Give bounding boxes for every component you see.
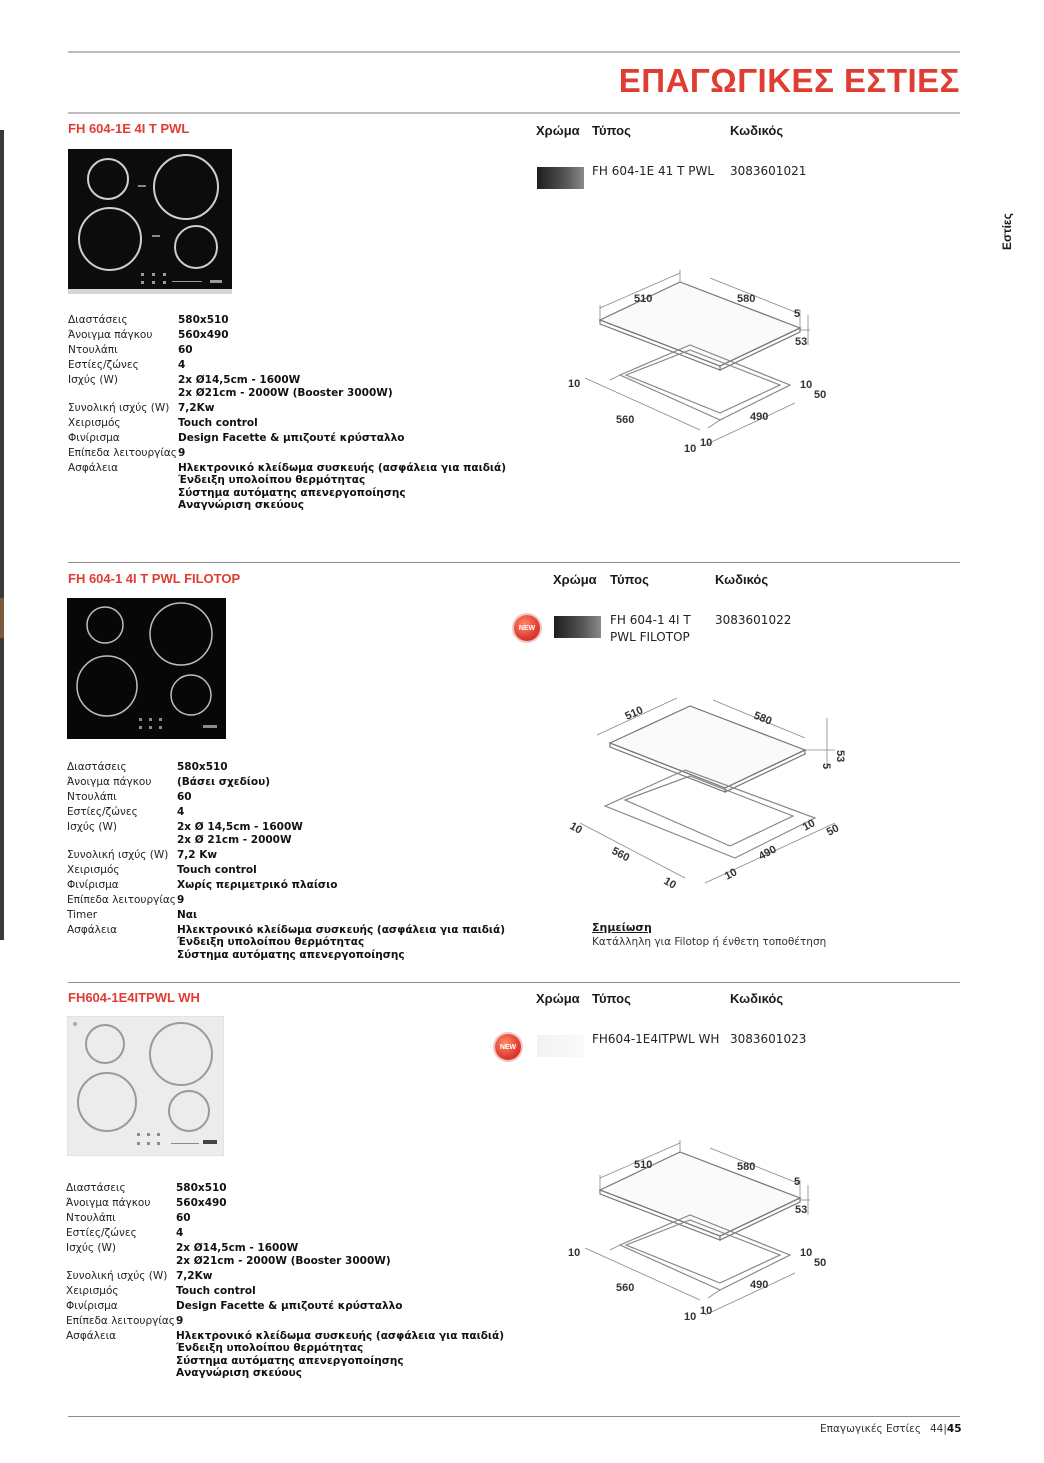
- spec-label: Φινίρισμα: [68, 431, 120, 444]
- spec-value: 580x510: [178, 314, 229, 326]
- top-rule: [68, 51, 960, 53]
- spec-label: Συνολική ισχύς (W): [66, 1269, 168, 1282]
- footer-rule: [68, 1416, 960, 1417]
- dim-label: 10: [700, 437, 713, 449]
- spec-row: [67, 923, 527, 963]
- spec-value: 7,2Kw: [176, 1269, 213, 1282]
- spec-row: [68, 313, 528, 328]
- spec-label: Ντουλάπι: [67, 791, 117, 803]
- spec-row: [67, 805, 527, 820]
- page-numbers: 44|45: [930, 1423, 962, 1435]
- spec-value: Χωρίς περιμετρικό πλαίσιο: [177, 878, 338, 891]
- spec-row: [68, 416, 528, 431]
- column-header-color: Χρώμα: [553, 572, 597, 587]
- dim-label: 560: [609, 845, 632, 865]
- product-name: FH604-1E4ITPWL WH: [68, 990, 200, 1005]
- spec-value: 9: [177, 893, 185, 906]
- spec-value: 60: [176, 1212, 191, 1224]
- spec-row: [66, 1269, 526, 1284]
- spec-label: Επίπεδα λειτουργίας: [66, 1314, 175, 1327]
- dim-label: 10: [684, 443, 697, 455]
- spec-value: 560x490: [176, 1197, 227, 1209]
- page-number-left: 44: [930, 1423, 944, 1435]
- color-swatch-white: [537, 1035, 584, 1057]
- spec-label: Ασφάλεια: [68, 461, 119, 474]
- spec-row: [68, 373, 528, 401]
- product-code: 3083601022: [715, 613, 792, 627]
- spec-value: Design Facette & μπιζουτέ κρύσταλλο: [176, 1299, 403, 1312]
- column-header-code: Κωδικός: [715, 572, 769, 587]
- dim-label: 5: [794, 1176, 801, 1188]
- installation-diagram: [560, 1140, 830, 1330]
- column-header-type: Τύπος: [592, 991, 631, 1006]
- dim-label: 510: [623, 704, 645, 723]
- spec-table: [68, 313, 528, 513]
- dim-label: 10: [567, 820, 585, 837]
- dim-label: 510: [634, 1159, 653, 1171]
- spec-label: Ισχύς (W): [68, 374, 118, 386]
- spec-label: Διαστάσεις: [66, 1182, 126, 1194]
- column-header-code: Κωδικός: [730, 123, 784, 138]
- page-edge-accent: [0, 598, 4, 638]
- spec-label: Διαστάσεις: [68, 314, 128, 326]
- spec-row: [67, 820, 527, 848]
- spec-value: 60: [178, 344, 193, 356]
- spec-label: Ισχύς (W): [67, 821, 117, 833]
- dim-label: 10: [700, 1305, 713, 1317]
- spec-value: 4: [176, 1227, 184, 1239]
- color-swatch-dark: [537, 167, 584, 189]
- footer-section-name: Επαγωγικές Εστίες: [820, 1423, 922, 1435]
- spec-label: Διαστάσεις: [67, 761, 127, 773]
- product-type: FH604-1E4ITPWL WH: [592, 1032, 720, 1046]
- column-header-type: Τύπος: [610, 572, 649, 587]
- spec-row: [68, 401, 528, 416]
- spec-label: Εστίες/ζώνες: [67, 806, 138, 818]
- dim-label: 50: [814, 389, 827, 401]
- dim-label: 560: [616, 1282, 635, 1294]
- product-name: FH 604-1E 4I T PWL: [68, 121, 190, 136]
- spec-value: 2x Ø 14,5cm - 1600W 2x Ø 21cm - 2000W: [177, 821, 303, 846]
- spec-value: Touch control: [176, 1284, 256, 1297]
- spec-row: [67, 775, 527, 790]
- spec-value: 9: [176, 1314, 184, 1327]
- page-number-right: 45: [946, 1423, 962, 1435]
- dim-label: 5: [794, 308, 801, 320]
- spec-value: 580x510: [177, 761, 228, 773]
- spec-row: [66, 1196, 526, 1211]
- dim-label: 10: [722, 866, 740, 883]
- spec-row: [67, 878, 527, 893]
- column-header-code: Κωδικός: [730, 991, 784, 1006]
- spec-label: Ασφάλεια: [66, 1329, 117, 1342]
- spec-value: 4: [177, 806, 185, 818]
- spec-row: [68, 328, 528, 343]
- dim-label: 50: [824, 822, 842, 839]
- dim-label: 50: [814, 1257, 827, 1269]
- spec-row: [66, 1284, 526, 1299]
- spec-row: [67, 908, 527, 923]
- spec-value: 2x Ø14,5cm - 1600W 2x Ø21cm - 2000W (Booster 3000W): [176, 1242, 391, 1267]
- dim-label: 10: [568, 378, 581, 390]
- spec-row: [68, 343, 528, 358]
- dim-label: 53: [795, 336, 808, 348]
- spec-value: Touch control: [178, 416, 258, 429]
- spec-label: Ασφάλεια: [67, 923, 118, 936]
- spec-label: Εστίες/ζώνες: [68, 359, 139, 371]
- spec-row: [68, 446, 528, 461]
- spec-label: Χειρισμός: [68, 416, 121, 429]
- spec-label: Επίπεδα λειτουργίας: [67, 893, 176, 906]
- dim-label: 10: [800, 379, 813, 391]
- spec-label: Φινίρισμα: [67, 878, 119, 891]
- spec-label: Εστίες/ζώνες: [66, 1227, 137, 1239]
- column-header-color: Χρώμα: [536, 123, 580, 138]
- spec-row: [68, 431, 528, 446]
- spec-label: Φινίρισμα: [66, 1299, 118, 1312]
- spec-value: Design Facette & μπιζουτέ κρύσταλλο: [178, 431, 405, 444]
- dim-label: 10: [800, 1247, 813, 1259]
- product-name: FH 604-1 4I T PWL FILOTOP: [68, 571, 241, 586]
- spec-value: (Βάσει σχεδίου): [177, 776, 270, 788]
- spec-label: Επίπεδα λειτουργίας: [68, 446, 177, 459]
- dim-label: 53: [834, 750, 846, 763]
- installation-diagram: [560, 270, 830, 460]
- spec-row: [68, 358, 528, 373]
- product-code: 3083601023: [730, 1032, 807, 1046]
- hob-image-filotop: [67, 598, 226, 739]
- spec-row: [66, 1211, 526, 1226]
- spec-value: Ναι: [177, 908, 198, 921]
- dim-label: 10: [568, 1247, 581, 1259]
- spec-value: 9: [178, 446, 186, 459]
- spec-row: [67, 863, 527, 878]
- installation-diagram: [565, 688, 855, 893]
- spec-value: 60: [177, 791, 192, 803]
- page-edge-bar: [0, 130, 4, 940]
- spec-row: [66, 1241, 526, 1269]
- dim-label: 10: [661, 875, 679, 892]
- spec-table: [67, 760, 527, 963]
- spec-label: Άνοιγμα πάγκου: [67, 776, 152, 788]
- dim-label: 490: [756, 843, 779, 863]
- title-rule: [68, 112, 960, 114]
- dim-label: 580: [751, 709, 774, 728]
- dim-label: 5: [820, 763, 832, 770]
- spec-value: 4: [178, 359, 186, 371]
- hob-image-white: [67, 1016, 224, 1156]
- spec-table: [66, 1181, 526, 1381]
- dim-label: 580: [737, 1161, 756, 1173]
- section-rule: [68, 562, 960, 563]
- column-header-color: Χρώμα: [536, 991, 580, 1006]
- spec-row: [66, 1226, 526, 1241]
- spec-label: Άνοιγμα πάγκου: [68, 329, 153, 341]
- spec-value: Ηλεκτρονικό κλείδωμα συσκευής (ασφάλεια για παιδιά) Ένδειξη υπολοίπου θερμότητας Σύστημα αυτόματης απενεργοποίησης: [177, 923, 506, 961]
- section-rule: [68, 982, 960, 983]
- spec-value: 7,2 Kw: [177, 848, 218, 861]
- spec-row: [66, 1299, 526, 1314]
- dim-label: 10: [684, 1311, 697, 1323]
- new-badge: NEW: [514, 615, 540, 641]
- spec-label: Ισχύς (W): [66, 1242, 116, 1254]
- note-text: Κατάλληλη για Filotop ή ένθετη τοποθέτηση: [592, 936, 827, 948]
- spec-label: Χειρισμός: [67, 863, 120, 876]
- spec-row: [66, 1314, 526, 1329]
- spec-label: Συνολική ισχύς (W): [68, 401, 170, 414]
- spec-row: [67, 760, 527, 775]
- spec-label: Συνολική ισχύς (W): [67, 848, 169, 861]
- spec-label: Ντουλάπι: [66, 1212, 116, 1224]
- dim-label: 490: [750, 411, 769, 423]
- page-title: ΕΠΑΓΩΓΙΚΕΣ ΕΣΤΙΕΣ: [618, 62, 960, 99]
- spec-label: Ντουλάπι: [68, 344, 118, 356]
- product-type: FH 604-1 4I T PWL FILOTOP: [610, 613, 691, 644]
- spec-value: 7,2Kw: [178, 401, 215, 414]
- spec-row: [66, 1329, 526, 1382]
- dim-label: 10: [800, 817, 818, 834]
- spec-row: [66, 1181, 526, 1196]
- spec-value: 580x510: [176, 1182, 227, 1194]
- dim-label: 510: [634, 293, 653, 305]
- dim-label: 580: [737, 293, 756, 305]
- spec-value: Ηλεκτρονικό κλείδωμα συσκευής (ασφάλεια για παιδιά) Ένδειξη υπολοίπου θερμότητας Σύστημα αυτόματης απενεργοποίησης Αναγνώριση σκεύους: [178, 461, 507, 511]
- product-code: 3083601021: [730, 164, 807, 178]
- spec-value: 560x490: [178, 329, 229, 341]
- dim-label: 560: [616, 414, 635, 426]
- dim-label: 53: [795, 1204, 808, 1216]
- spec-value: Ηλεκτρονικό κλείδωμα συσκευής (ασφάλεια για παιδιά) Ένδειξη υπολοίπου θερμότητας Σύστημα αυτόματης απενεργοποίησης Αναγνώριση σκεύους: [176, 1329, 505, 1379]
- note-title: Σημείωση: [592, 921, 652, 934]
- hob-image-black: [68, 149, 232, 294]
- spec-label: Χειρισμός: [66, 1284, 119, 1297]
- spec-value: Touch control: [177, 863, 257, 876]
- product-type: FH 604-1E 41 T PWL: [592, 164, 715, 178]
- color-swatch-dark: [554, 616, 601, 638]
- spec-value: 2x Ø14,5cm - 1600W 2x Ø21cm - 2000W (Booster 3000W): [178, 374, 393, 399]
- spec-row: [67, 893, 527, 908]
- spec-label: Άνοιγμα πάγκου: [66, 1197, 151, 1209]
- spec-row: [67, 848, 527, 863]
- spec-row: [68, 461, 528, 514]
- spec-label: Timer: [67, 908, 98, 921]
- spec-row: [67, 790, 527, 805]
- new-badge: NEW: [495, 1034, 521, 1060]
- column-header-type: Τύπος: [592, 123, 631, 138]
- side-tab-label: Εστίες: [1000, 213, 1014, 250]
- dim-label: 490: [750, 1279, 769, 1291]
